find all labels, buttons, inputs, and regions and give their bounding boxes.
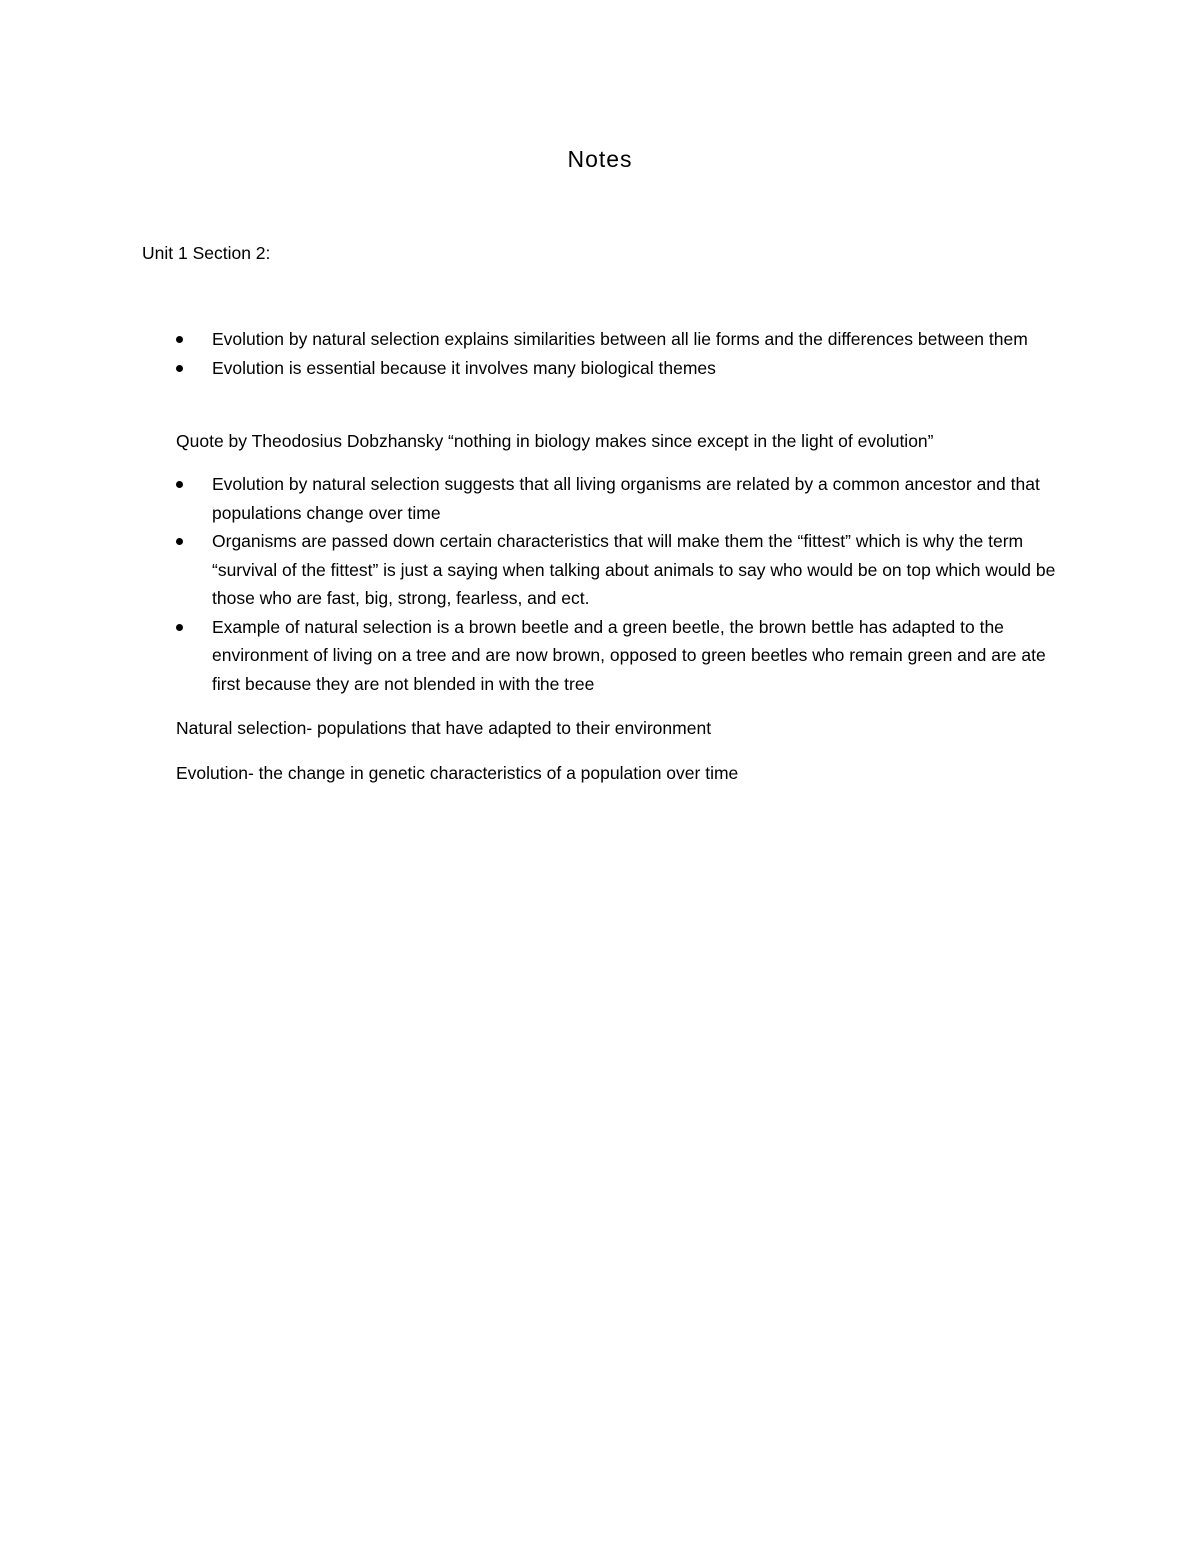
list-item: [176, 354, 1076, 383]
list-item-text: Evolution by natural selection suggests that all living organisms are related by a common ancestor and that populations change over time: [212, 474, 1040, 523]
list-item: [176, 325, 1076, 354]
page-title: Notes: [567, 146, 633, 172]
bullet-icon: [176, 481, 183, 488]
list-item: [176, 470, 1076, 527]
definition-evolution: Evolution- the change in genetic characteristics of a population over time: [176, 763, 739, 783]
list-item-text: Evolution by natural selection explains similarities between all lie forms and the differences between them: [212, 329, 1028, 349]
section-heading: Unit 1 Section 2:: [142, 243, 271, 263]
bullet-icon: [176, 336, 183, 343]
list-item-text: Evolution is essential because it involves many biological themes: [212, 357, 716, 378]
list-item: [176, 613, 1076, 699]
bullet-list-details: [176, 470, 1076, 698]
definition-natural-selection: Natural selection- populations that have adapted to their environment: [176, 718, 712, 738]
bullet-icon: [176, 365, 183, 372]
list-item-text: Organisms are passed down certain characteristics that will make them the “fittest” which is why the term “survival of the fittest” is just a saying when talking about animals to say who would be on top which would be those who are fast, big, strong, fearless, and ect.: [212, 531, 1056, 608]
list-item-text: Example of natural selection is a brown beetle and a green beetle, the brown bettle has adapted to the environment of living on a tree and are now brown, opposed to green beetles who remain green and are ate first because they are not blended in with the tree: [212, 616, 1046, 694]
list-item: [176, 527, 1076, 613]
bullet-icon: [176, 624, 183, 631]
bullet-icon: [176, 538, 183, 545]
quote-paragraph: Quote by Theodosius Dobzhansky “nothing in biology makes since except in the light of evolution”: [176, 431, 934, 451]
bullet-list-intro: [176, 325, 1076, 382]
